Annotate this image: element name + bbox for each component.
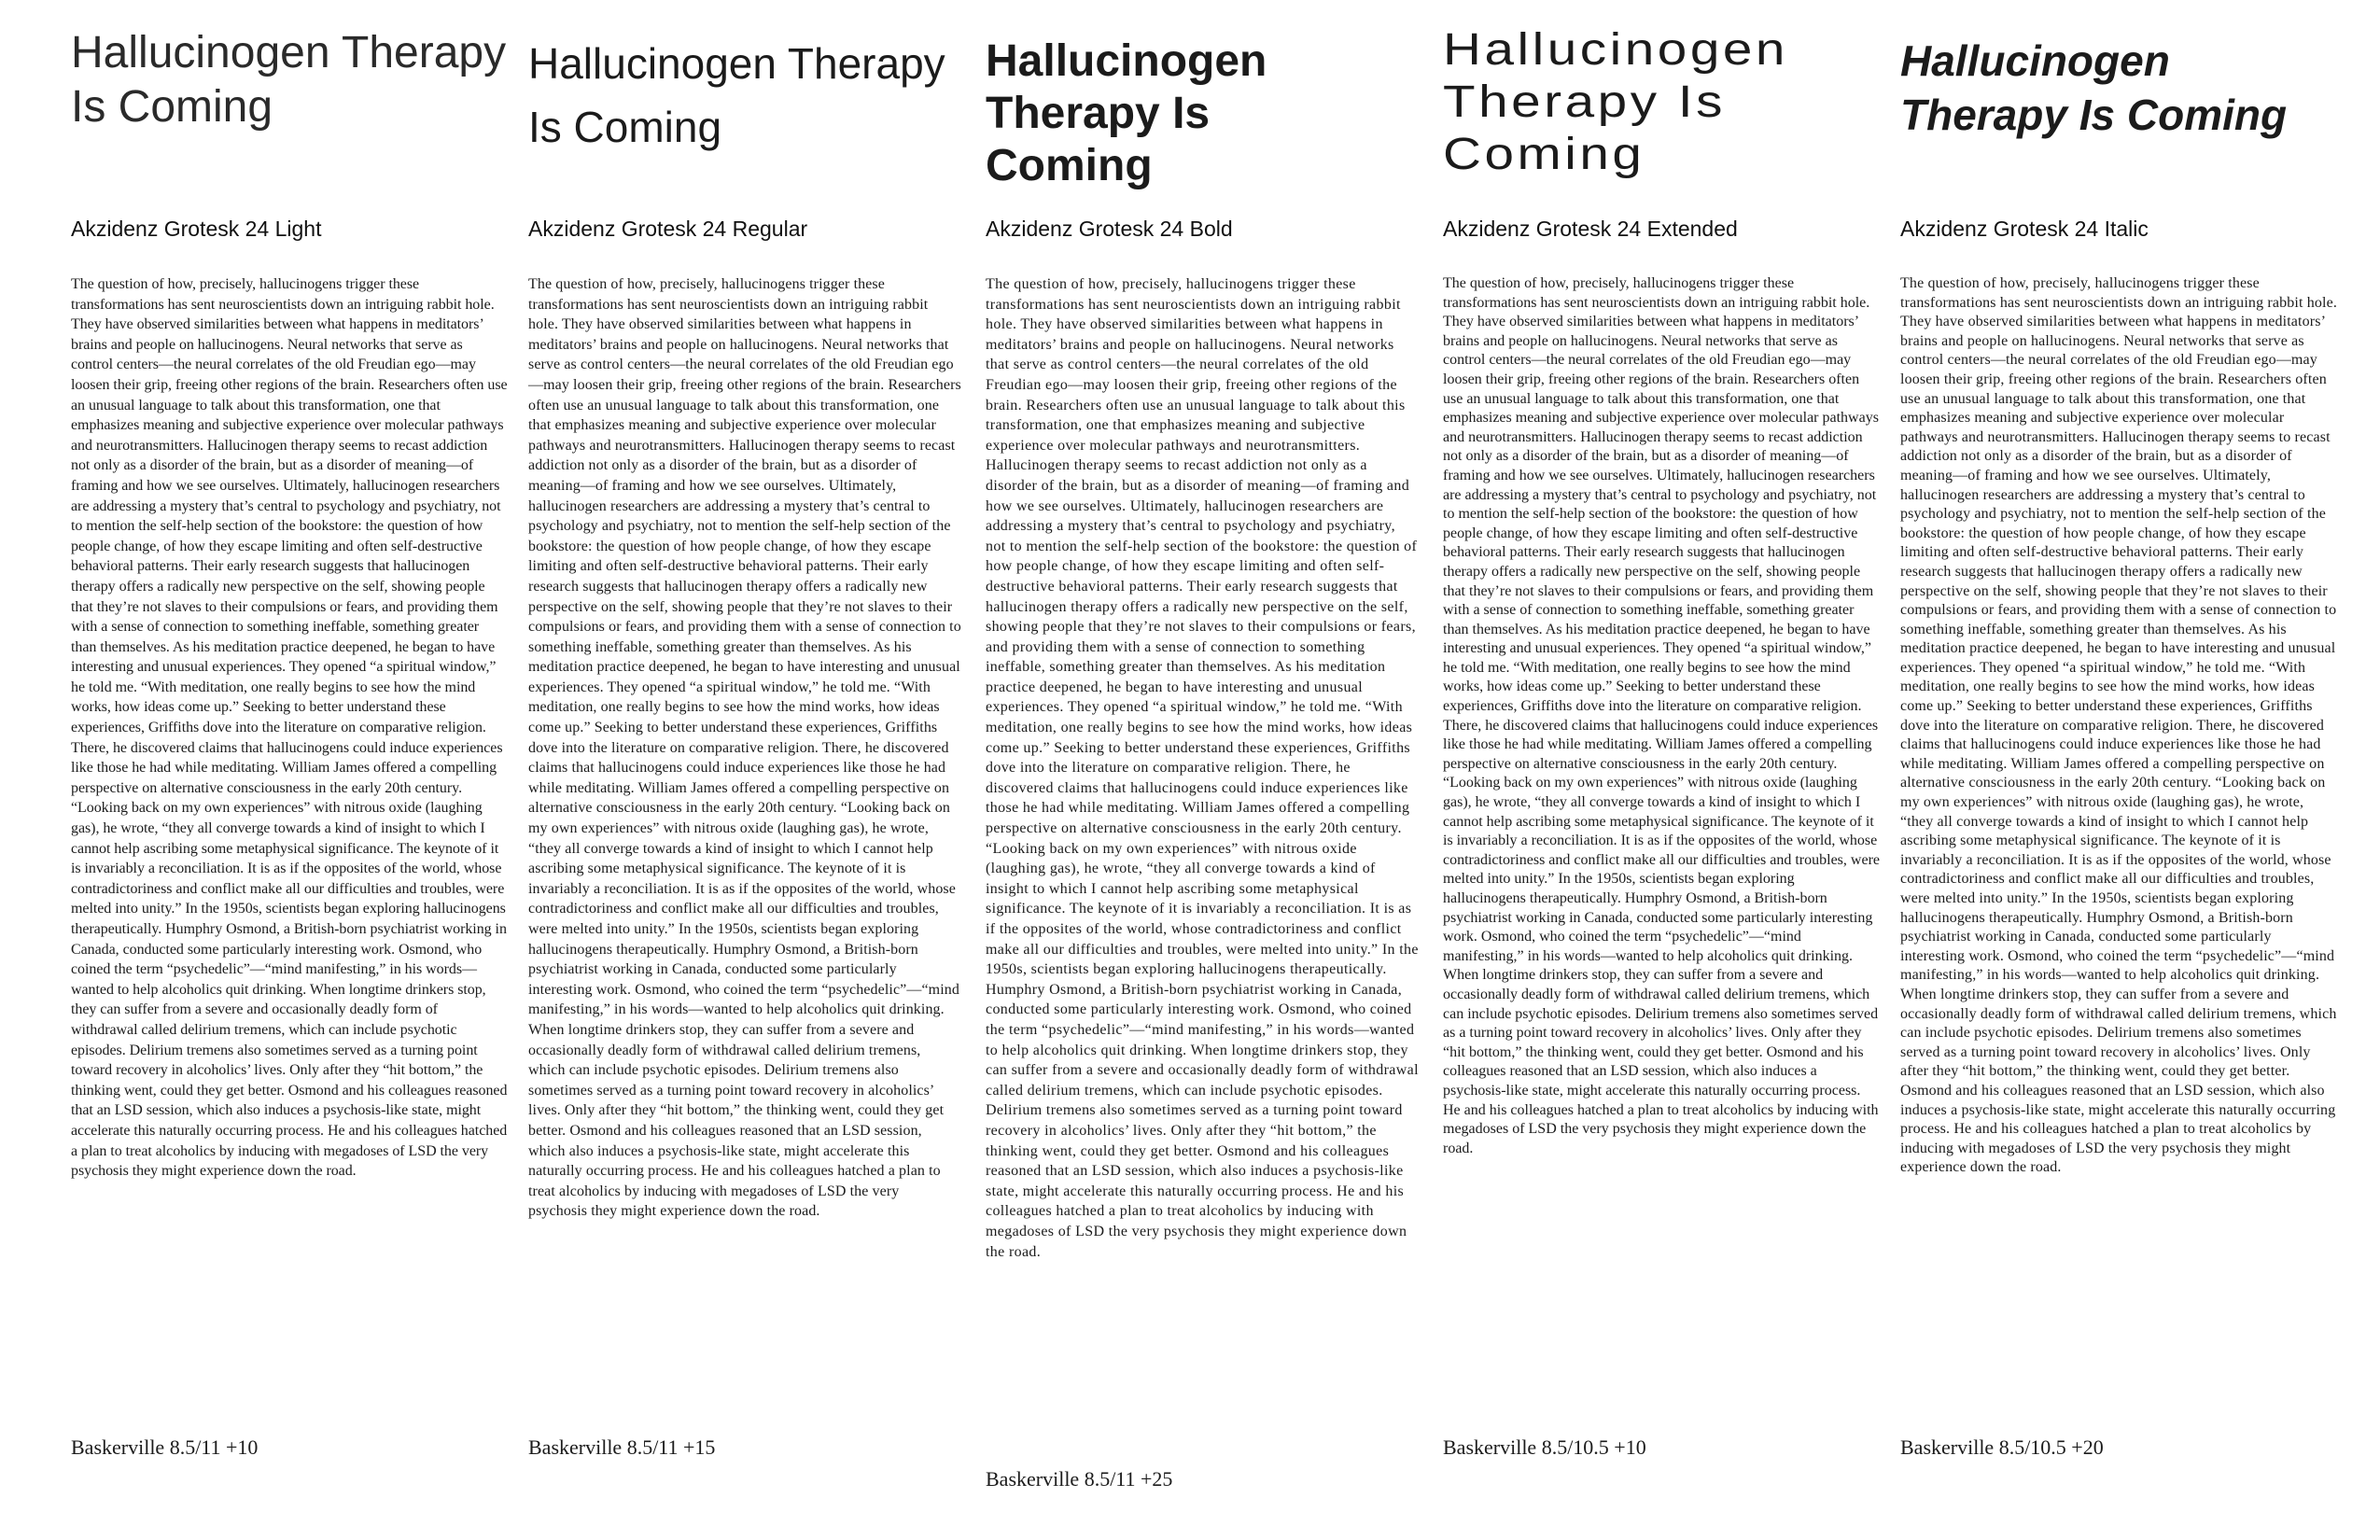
body-spec-bold: Baskerville 8.5/11 +25 xyxy=(986,1467,1173,1491)
font-label-light: Akzidenz Grotesk 24 Light xyxy=(71,217,322,241)
headline-extended: Hallucinogen Therapy Is Coming xyxy=(1443,25,1788,179)
headline-regular: Hallucinogen Therapy Is Coming xyxy=(528,39,945,151)
body-spec-italic: Baskerville 8.5/10.5 +20 xyxy=(1900,1435,2104,1459)
body-text-italic: The question of how, precisely, hallucinogens trigger these transformations has sent neuroscientists down an intriguing rabbit hole. They have observed similarities between what happens in meditators’ brains and people on hallucinogens. Neural networks that serve as control centers—the neural correlates of the old Freudian ego—may loosen their grip, freeing other regions of the brain. Researchers often use an unusual language to talk about this transformation, one that emphasizes meaning and subjective experience over molecular pathways and neurotransmitters. Hallucinogen therapy seems to recast addiction not only as a disorder of the brain, but as a disorder of meaning—of framing and how we see ourselves. Ultimately, hallucinogen researchers are addressing a mystery that’s central to psychology and psychiatry, not to mention the self-help section of the bookstore: the question of how people change, of how they escape limiting and often self-destructive behavioral patterns. Their early research suggests that hallucinogen therapy offers a radically new perspective on the self, showing people that they’re not slaves to their compulsions or fears, and providing them with a sense of connection to something ineffable, something greater than themselves. As his meditation practice deepened, he began to have interesting and unusual experiences. They opened “a spiritual window,” he told me. “With meditation, one really begins to see how the mind works, how ideas come up.” Seeking to better understand these experiences, Griffiths dove into the literature on comparative religion. There, he discovered claims that hallucinogens could induce experiences like those he had while meditating. William James offered a compelling perspective on alternative consciousness in the early 20th century. “Looking back on my own experiences” with nitrous oxide (laughing gas), he wrote, “they all converge towards a kind of insight to which I cannot help ascribing some metaphysical significance. The keynote of it is invariably a reconciliation. It is as if the opposites of the world, whose contradictoriness and conflict make all our difficulties and troubles, were melted into unity.” In the 1950s, scientists began exploring hallucinogens therapeutically. Humphry Osmond, a British-born psychiatrist working in Canada, conducted some particularly interesting work. Osmond, who coined the term “psychedelic”—“mind manifesting,” in his words—wanted to help alcoholics quit drinking. When longtime drinkers stop, they can suffer from a severe and occasionally deadly form of withdrawal called delirium tremens, which can include psychotic episodes. Delirium tremens also sometimes served as a turning point toward recovery in alcoholics’ lives. Only after they “hit bottom,” the thinking went, could they get better. Osmond and his colleagues reasoned that an LSD session, which also induces a psychosis-like state, might accelerate this naturally occurring process. He and his colleagues hatched a plan to treat alcoholics by inducing with megadoses of LSD the very psychosis they might experience down the road. xyxy=(1900,275,2338,1176)
body-text-regular: The question of how, precisely, hallucinogens trigger these transformations has sent neuroscientists down an intriguing rabbit hole. They have observed similarities between what happens in meditators’ brains and people on hallucinogens. Neural networks that serve as control centers—the neural correlates of the old Freudian ego—may loosen their grip, freeing other regions of the brain. Researchers often use an unusual language to talk about this transformation, one that emphasizes meaning and subjective experience over molecular pathways and neurotransmitters. Hallucinogen therapy seems to recast addiction not only as a disorder of the brain, but as a disorder of meaning—of framing and how we see ourselves. Ultimately, hallucinogen researchers are addressing a mystery that’s central to psychology and psychiatry, not to mention the self-help section of the bookstore: the question of how people change, of how they escape limiting and often self-destructive behavioral patterns. Their early research suggests that hallucinogen therapy offers a radically new perspective on the self, showing people that they’re not slaves to their compulsions or fears, and providing them with a sense of connection to something ineffable, something greater than themselves. As his meditation practice deepened, he began to have interesting and unusual experiences. They opened “a spiritual window,” he told me. “With meditation, one really begins to see how the mind works, how ideas come up.” Seeking to better understand these experiences, Griffiths dove into the literature on comparative religion. There, he discovered claims that hallucinogens could induce experiences like those he had while meditating. William James offered a compelling perspective on alternative consciousness in the early 20th century. “Looking back on my own experiences” with nitrous oxide (laughing gas), he wrote, “they all converge towards a kind of insight to which I cannot help ascribing some metaphysical significance. The keynote of it is invariably a reconciliation. It is as if the opposites of the world, whose contradictoriness and conflict make all our difficulties and troubles, were melted into unity.” In the 1950s, scientists began exploring hallucinogens therapeutically. Humphry Osmond, a British-born psychiatrist working in Canada, conducted some particularly interesting work. Osmond, who coined the term “psychedelic”—“mind manifesting,” in his words—wanted to help alcoholics quit drinking. When longtime drinkers stop, they can suffer from a severe and occasionally deadly form of withdrawal called delirium tremens, which can include psychotic episodes. Delirium tremens also sometimes served as a turning point toward recovery in alcoholics’ lives. Only after they “hit bottom,” the thinking went, could they get better. Osmond and his colleagues reasoned that an LSD session, which also induces a psychosis-like state, might accelerate this naturally occurring process. He and his colleagues hatched a plan to treat alcoholics by inducing with megadoses of LSD the very psychosis they might experience down the road. xyxy=(528,276,961,1220)
headline-light: Hallucinogen Therapy Is Coming xyxy=(71,28,507,132)
body-text-light: The question of how, precisely, hallucinogens trigger these transformations has sent neuroscientists down an intriguing rabbit hole. They have observed similarities between what happens in meditators’ brains and people on hallucinogens. Neural networks that serve as control centers—the neural correlates of the old Freudian ego—may loosen their grip, freeing other regions of the brain. Researchers often use an unusual language to talk about this transformation, one that emphasizes meaning and subjective experience over molecular pathways and neurotransmitters. Hallucinogen therapy seems to recast addiction not only as a disorder of the brain, but as a disorder of meaning—of framing and how we see ourselves. Ultimately, hallucinogen researchers are addressing a mystery that’s central to psychology and psychiatry, not to mention the self-help section of the bookstore: the question of how people change, of how they escape limiting and often self-destructive behavioral patterns. Their early research suggests that hallucinogen therapy offers a radically new perspective on the self, showing people that they’re not slaves to their compulsions or fears, and providing them with a sense of connection to something ineffable, something greater than themselves. As his meditation practice deepened, he began to have interesting and unusual experiences. They opened “a spiritual window,” he told me. “With meditation, one really begins to see how the mind works, how ideas come up.” Seeking to better understand these experiences, Griffiths dove into the literature on comparative religion. There, he discovered claims that hallucinogens could induce experiences like those he had while meditating. William James offered a compelling perspective on alternative consciousness in the early 20th century. “Looking back on my own experiences” with nitrous oxide (laughing gas), he wrote, “they all converge towards a kind of insight to which I cannot help ascribing some metaphysical significance. The keynote of it is invariably a reconciliation. It is as if the opposites of the world, whose contradictoriness and conflict make all our difficulties and troubles, were melted into unity.” In the 1950s, scientists began exploring hallucinogens therapeutically. Humphry Osmond, a British-born psychiatrist working in Canada, conducted some particularly interesting work. Osmond, who coined the term “psychedelic”—“mind manifesting,” in his words—wanted to help alcoholics quit drinking. When longtime drinkers stop, they can suffer from a severe and occasionally deadly form of withdrawal called delirium tremens, which can include psychotic episodes. Delirium tremens also sometimes served as a turning point toward recovery in alcoholics’ lives. Only after they “hit bottom,” the thinking went, could they get better. Osmond and his colleagues reasoned that an LSD session, which also induces a psychosis-like state, might accelerate this naturally occurring process. He and his colleagues hatched a plan to treat alcoholics by inducing with megadoses of LSD the very psychosis they might experience down the road. xyxy=(71,276,508,1180)
body-spec-regular: Baskerville 8.5/11 +15 xyxy=(528,1435,716,1459)
body-text-extended: The question of how, precisely, hallucinogens trigger these transformations has sent neuroscientists down an intriguing rabbit hole. They have observed similarities between what happens in meditators’ brains and people on hallucinogens. Neural networks that serve as control centers—the neural correlates of the old Freudian ego—may loosen their grip, freeing other regions of the brain. Researchers often use an unusual language to talk about this transformation, one that emphasizes meaning and subjective experience over molecular pathways and neurotransmitters. Hallucinogen therapy seems to recast addiction not only as a disorder of the brain, but as a disorder of meaning—of framing and how we see ourselves. Ultimately, hallucinogen researchers are addressing a mystery that’s central to psychology and psychiatry, not to mention the self-help section of the bookstore: the question of how people change, of how they escape limiting and often self-destructive behavioral patterns. Their early research suggests that hallucinogen therapy offers a radically new perspective on the self, showing people that they’re not slaves to their compulsions or fears, and providing them with a sense of connection to something ineffable, something greater than themselves. As his meditation practice deepened, he began to have interesting and unusual experiences. They opened “a spiritual window,” he told me. “With meditation, one really begins to see how the mind works, how ideas come up.” Seeking to better understand these experiences, Griffiths dove into the literature on comparative religion. There, he discovered claims that hallucinogens could induce experiences like those he had while meditating. William James offered a compelling perspective on alternative consciousness in the early 20th century. “Looking back on my own experiences” with nitrous oxide (laughing gas), he wrote, “they all converge towards a kind of insight to which I cannot help ascribing some metaphysical significance. The keynote of it is invariably a reconciliation. It is as if the opposites of the world, whose contradictoriness and conflict make all our difficulties and troubles, were melted into unity.” In the 1950s, scientists began exploring hallucinogens therapeutically. Humphry Osmond, a British-born psychiatrist working in Canada, conducted some particularly interesting work. Osmond, who coined the term “psychedelic”—“mind manifesting,” in his words—wanted to help alcoholics quit drinking. When longtime drinkers stop, they can suffer from a severe and occasionally deadly form of withdrawal called delirium tremens, which can include psychotic episodes. Delirium tremens also sometimes served as a turning point toward recovery in alcoholics’ lives. Only after they “hit bottom,” the thinking went, could they get better. Osmond and his colleagues reasoned that an LSD session, which also induces a psychosis-like state, might accelerate this naturally occurring process. He and his colleagues hatched a plan to treat alcoholics by inducing with megadoses of LSD the very psychosis they might experience down the road. xyxy=(1443,275,1880,1156)
font-label-extended: Akzidenz Grotesk 24 Extended xyxy=(1443,217,1738,241)
headline-bold: Hallucinogen Therapy Is Coming xyxy=(986,36,1267,190)
font-label-regular: Akzidenz Grotesk 24 Regular xyxy=(528,217,808,241)
body-spec-extended: Baskerville 8.5/10.5 +10 xyxy=(1443,1435,1646,1459)
body-text-bold: The question of how, precisely, hallucinogens trigger these transformations has sent neuroscientists down an intriguing rabbit hole. They have observed similarities between what happens in meditators’ brains and people on hallucinogens. Neural networks that serve as control centers—the neural correlates of the old Freudian ego—may loosen their grip, freeing other regions of the brain. Researchers often use an unusual language to talk about this transformation, one that emphasizes meaning and subjective experience over molecular pathways and neurotransmitters. Hallucinogen therapy seems to recast addiction not only as a disorder of the brain, but as a disorder of meaning—of framing and how we see ourselves. Ultimately, hallucinogen researchers are addressing a mystery that’s central to psychology and psychiatry, not to mention the self-help section of the bookstore: the question of how people change, of how they escape limiting and often self-destructive behavioral patterns. Their early research suggests that hallucinogen therapy offers a radically new perspective on the self, showing people that they’re not slaves to their compulsions or fears, and providing them with a sense of connection to something ineffable, something greater than themselves. As his meditation practice deepened, he began to have interesting and unusual experiences. They opened “a spiritual window,” he told me. “With meditation, one really begins to see how the mind works, how ideas come up.” Seeking to better understand these experiences, Griffiths dove into the literature on comparative religion. There, he discovered claims that hallucinogens could induce experiences like those he had while meditating. William James offered a compelling perspective on alternative consciousness in the early 20th century. “Looking back on my own experiences” with nitrous oxide (laughing gas), he wrote, “they all converge towards a kind of insight to which I cannot help ascribing some metaphysical significance. The keynote of it is invariably a reconciliation. It is as if the opposites of the world, whose contradictoriness and conflict make all our difficulties and troubles, were melted into unity.” In the 1950s, scientists began exploring hallucinogens therapeutically. Humphry Osmond, a British-born psychiatrist working in Canada, conducted some particularly interesting work. Osmond, who coined the term “psychedelic”—“mind manifesting,” in his words—wanted to help alcoholics quit drinking. When longtime drinkers stop, they can suffer from a severe and occasionally deadly form of withdrawal called delirium tremens, which can include psychotic episodes. Delirium tremens also sometimes served as a turning point toward recovery in alcoholics’ lives. Only after they “hit bottom,” the thinking went, could they get better. Osmond and his colleagues reasoned that an LSD session, which also induces a psychosis-like state, might accelerate this naturally occurring process. He and his colleagues hatched a plan to treat alcoholics by inducing with megadoses of LSD the very psychosis they might experience down the road. xyxy=(986,276,1419,1260)
headline-italic: Hallucinogen Therapy Is Coming xyxy=(1900,36,2288,139)
font-label-bold: Akzidenz Grotesk 24 Bold xyxy=(986,217,1233,241)
body-spec-light: Baskerville 8.5/11 +10 xyxy=(71,1435,259,1459)
font-label-italic: Akzidenz Grotesk 24 Italic xyxy=(1900,217,2149,241)
